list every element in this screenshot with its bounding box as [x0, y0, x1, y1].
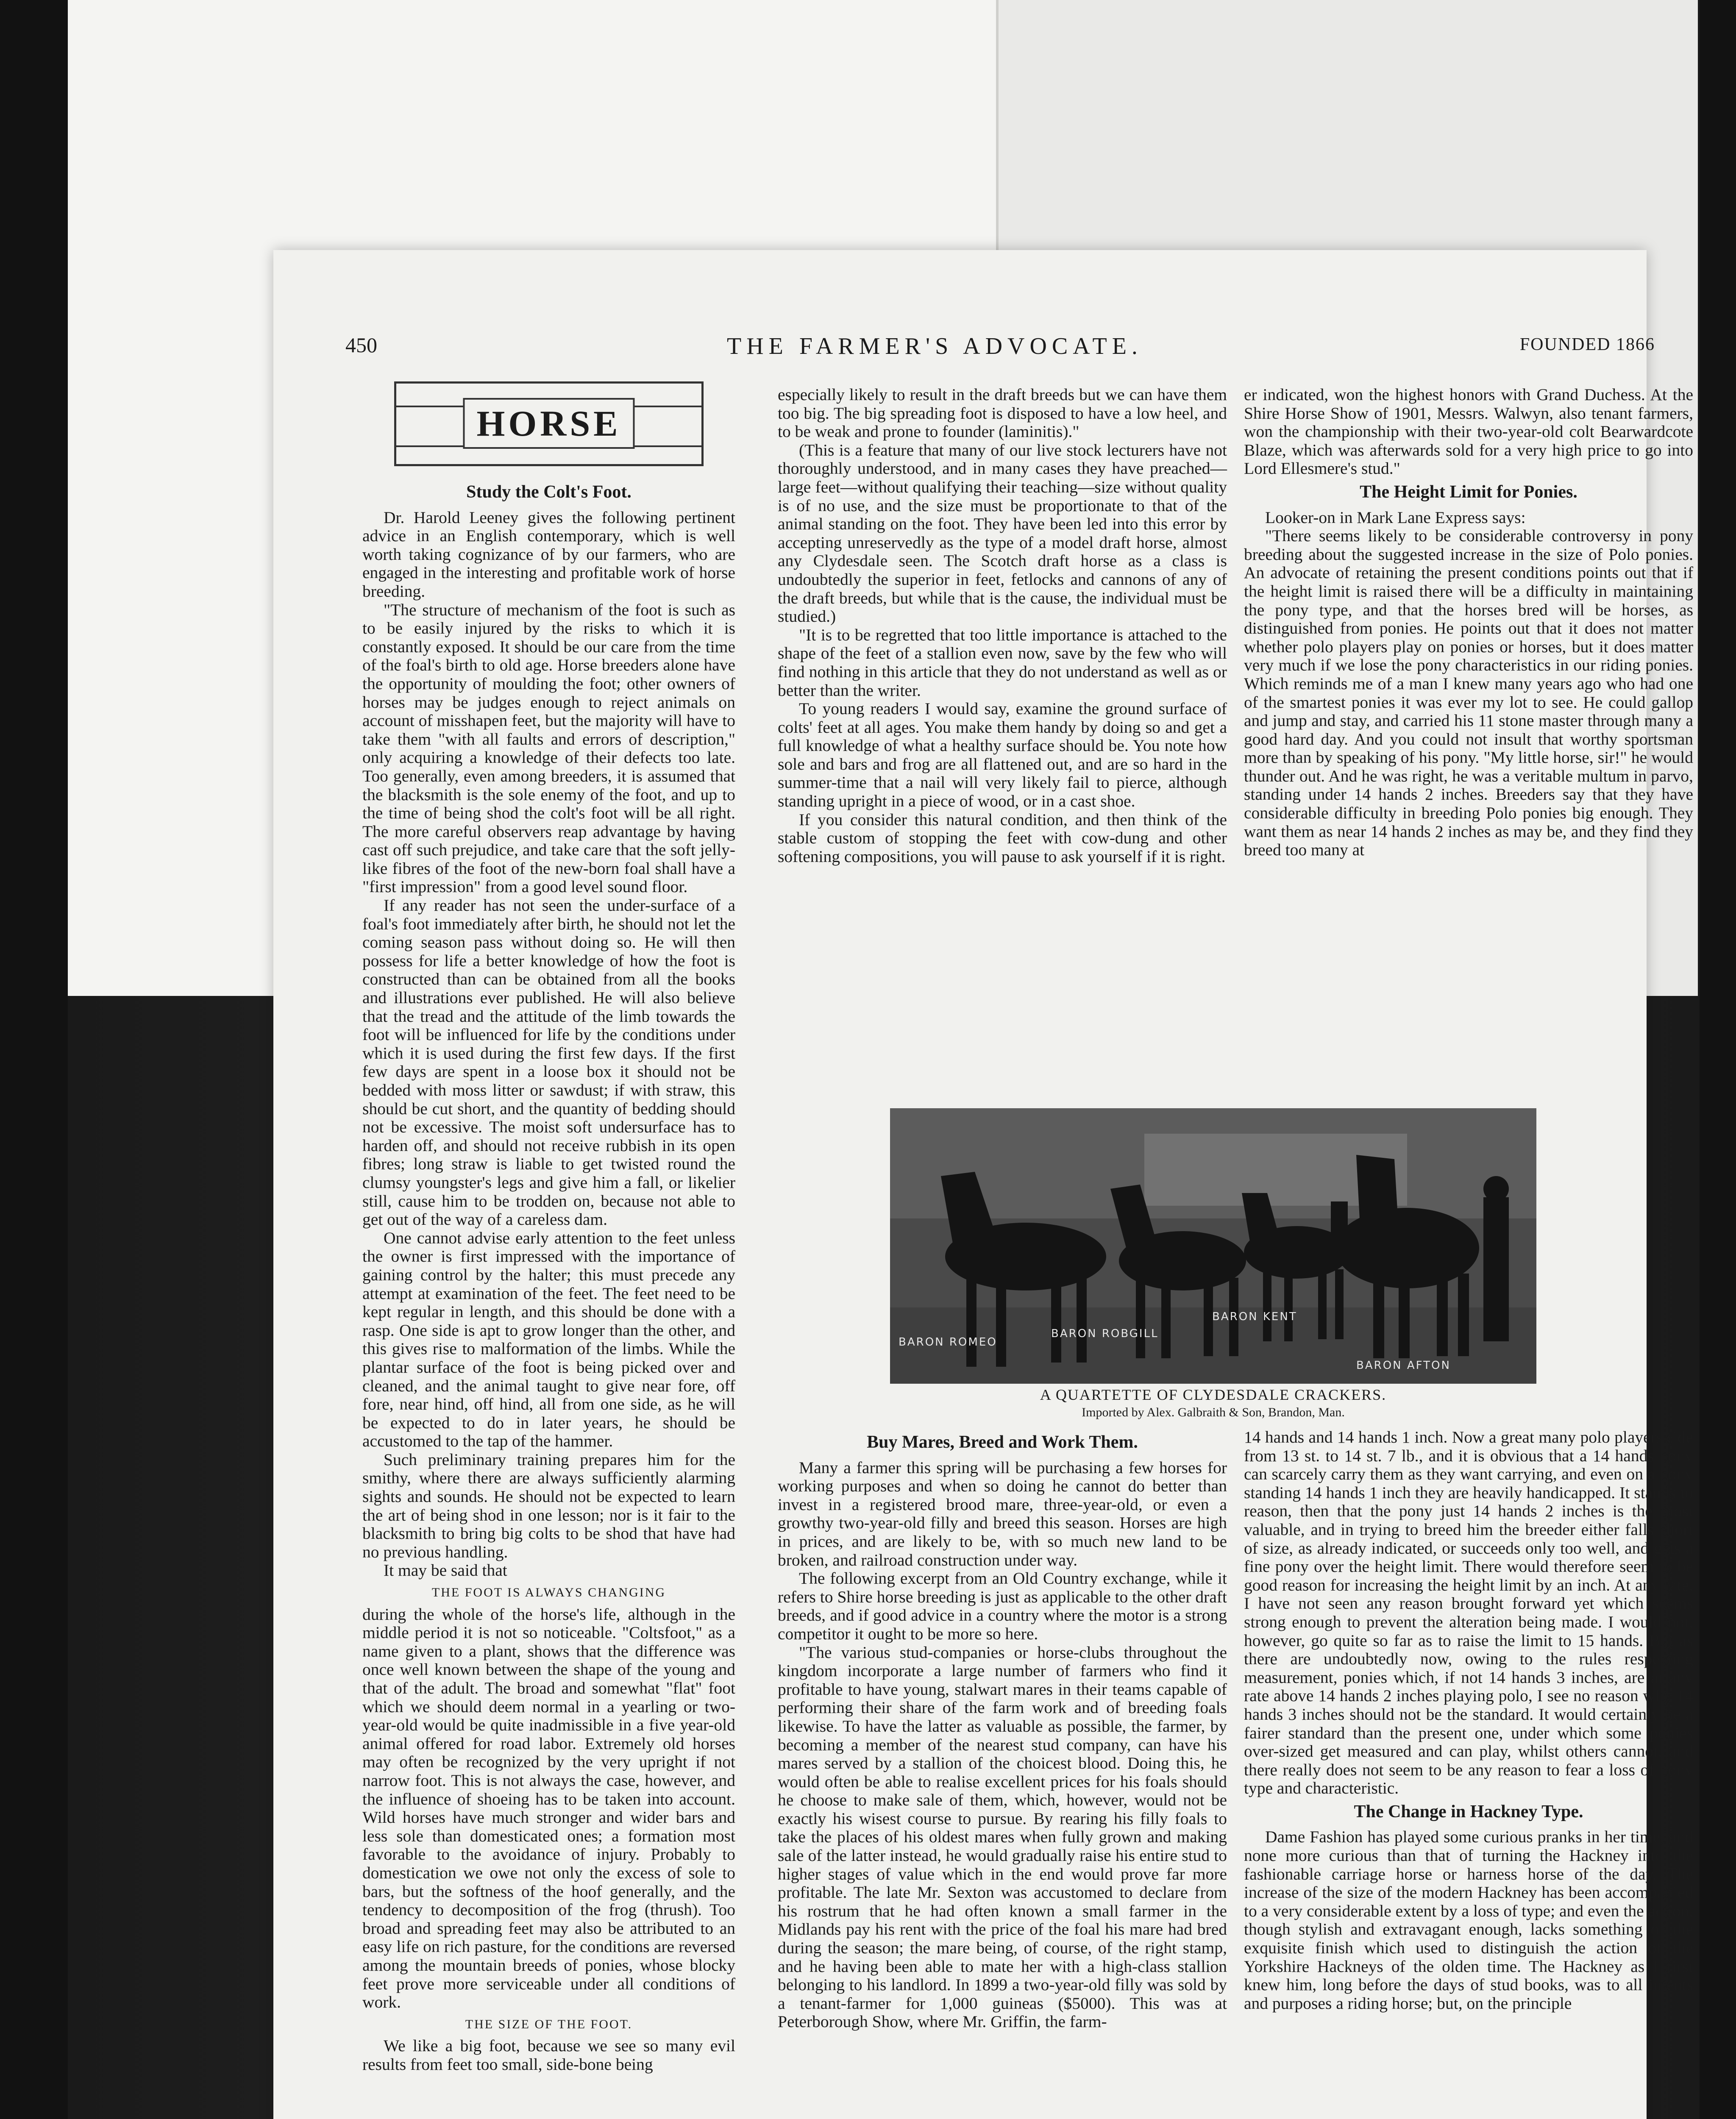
newspaper-page	[273, 250, 1693, 2119]
paragraph: (This is a feature that many of our live stock lecturers have not thoroughly understood, and in many cases they have preached—large feet—without qualifying their teaching—size without quality is of no use, and the size must be proportionate to that of the animal standing on the foot. They have been led into this error by accepting unreservedly as the type of a model draft horse, almost any Clydesdale seen. The Scotch draft horse as a class is undoubtedly the superior in feet, fetlocks and cannons of any of the draft breeds, but while that is the cause, the individual must be studied.)	[778, 440, 1227, 626]
subheading: THE FOOT IS ALWAYS CHANGING	[431, 1585, 666, 1600]
paragraph: er indicated, won the highest honors with Grand Duchess. At the Shire Horse Show of 1901, Messrs. Walwyn, also tenant farmers, won the championship with their two-year-old colt Bearwardcote Blaze, which was afterwards sold for a very high price to go into Lord Ellesmere's stud."	[1244, 385, 1693, 478]
article-heading: The Height Limit for Ponies.	[1360, 482, 1577, 502]
article-heading: Buy Mares, Breed and Work Them.	[867, 1432, 1138, 1452]
photo-caption: A QUARTETTE OF CLYDESDALE CRACKERS.	[1040, 1386, 1387, 1403]
horse-photo-image	[890, 1108, 1536, 1384]
paragraph: "The structure of mechanism of the foot is such as to be easily injured by the risks to which it is constantly exposed. It should be our care from the time of the foal's birth to old age. Horse breeders alone have the opportunity of moulding the foot; other owners of horses may be judges enough to reject animals on account of misshapen feet, but the majority will have to take them "with all faults and errors of description," only acquiring a knowledge of their defects too late. Too generally, even among breeders, it is assumed that the blacksmith is the sole enemy of the foot, and up to the time of being shod the colt's foot will be all right. The more careful observers reap advantage by having cast off such prejudice, and take care that the soft jelly-like fibres of the foot of the new-born foal shall have a "first impression" from a good level sound floor.	[362, 600, 735, 896]
founded-note: FOUNDED 1866	[1519, 335, 1655, 354]
paragraph: We like a big foot, because we see so many evil results from feet too small, side-bone being	[362, 2036, 735, 2074]
photo-credit: Imported by Alex. Galbraith & Son, Brandon, Man.	[1082, 1405, 1345, 1419]
article-heading: The Change in Hackney Type.	[1354, 1802, 1583, 1821]
paragraph: "The various stud-companies or horse-clubs throughout the kingdom incorporate a large number of farmers who find it profitable to have young, stalwart mares in their teams capable of performing their share of the farm work and of breeding foals likewise. To have the latter as valuable as possible, the farmer, by becoming a member of the nearest stud company, can have his mares served by a stallion of the choicest blood. Doing this, he would often be able to realise excellent prices for his foals should he choose to make sale of them, which, however, would not be exactly his wisest course to pursue. By rearing his filly foals to take the places of his oldest mares when fully grown and making sale of the latter instead, he would gradually raise his entire stud to higher stages of value which in the end would prove far more profitable. The late Mr. Sexton was accustomed to declare from his rostrum that he had often known a small farmer in the Midlands pay his rent with the price of the foal his mare had bred during the season; the mare being, of course, of the right stamp, and he having been able to mate her with a high-class stallion belonging to his landlord. In 1899 a two-year-old filly was sold by a tenant-farmer for 1,000 guineas ($5000). This was at Peterborough Show, where Mr. Griffin, the farm-	[778, 1643, 1227, 2031]
column-1	[362, 381, 735, 2074]
column-2	[778, 386, 1227, 866]
photo-label-robgill: BARON ROBGILL	[1051, 1327, 1159, 1340]
masthead-title: THE FARMER'S ADVOCATE.	[727, 333, 1143, 359]
paragraph: Dr. Harold Leeney gives the following pertinent advice in an English contemporary, which is well worth taking cognizance of by our farmers, who are engaged in the interesting and profitable work of horse breeding.	[362, 508, 735, 601]
paragraph: 14 hands and 14 hands 1 inch. Now a great many polo players ride from 13 st. to 14 st. 7 lb., and it is obvious that a 14 hands pony can scarcely carry them as they want carrying, and even on a pony standing 14 hands 1 inch they are heavily handicapped. It stands to reason, then that the pony just 14 hands 2 inches is the most valuable, and in trying to breed him the breeder either falls short of size, as already indicated, or succeeds only too well, and gets a fine pony over the height limit. There would therefore seem to be good reason for increasing the height limit by an inch. At any rate, I have not seen any reason brought forward yet which seems strong enough to prevent the alteration being made. I would not, however, go quite so far as to raise the limit to 15 hands. But as there are undoubtedly now, owing to the rules respecting measurement, ponies which, if not 14 hands 3 inches, are at any rate above 14 hands 2 inches playing polo, I see no reason why 14 hands 3 inches should not be the standard. It would certainly be a fairer standard than the present one, under which some ponies over-sized get measured and can play, whilst others cannot, and there really does not seem to be any reason to fear a loss of pony type and characteristic.	[1244, 1428, 1693, 1798]
section-banner	[394, 381, 704, 466]
paragraph: Looker-on in Mark Lane Express says:	[1265, 508, 1526, 527]
paragraph: "There seems likely to be considerable controversy in pony breeding about the suggested increase in the size of Polo ponies. An advocate of retaining the present conditions points out that if the height limit is raised there will be a difficulty in maintaining the pony type, and that the horses bred will be horses, as distinguished from ponies. He points out that it does not matter whether polo players play on ponies or horses, but it does matter very much if we lose the pony characteristics in our riding ponies. Which reminds me of a man I knew many years ago who had one of the smartest ponies it was ever my lot to see. He could gallop and jump and stay, and carried his 11 stone master through many a good hard day. And you could not insult that worthy sportsman more than by speaking of his pony. "My little horse, sir!" he would thunder out. And he was right, he was a veritable multum in parvo, standing under 14 hands 2 inches. Breeders say that they have considerable difficulty in breeding Polo ponies big enough. They want them as near 14 hands 2 inches as may be, and they find they breed too many at	[1244, 526, 1693, 859]
paragraph: If any reader has not seen the under-surface of a foal's foot immediately after birth, he should not let the coming season pass without doing so. He will then possess for life a better knowledge of how the foot is constructed than can be obtained from all the books and illustrations ever published. He will also believe that the tread and the attitude of the limb towards the foot will be influenced for life by the conditions under which it is used during the first few days. If the first few days are spent in a loose box it should not be bedded with moss litter or sawdust; if with straw, this should be cut short, and the quantity of bedding should not be excessive. The moist soft undersurface has to harden off, and should not receive rubbish in its open fibres; long straw is liable to get twisted round the clumsy youngster's legs and give him a fall, or likelier still, cause him to be trodden on, because not able to get out of the way of a careless dam.	[362, 896, 735, 1229]
paragraph: If you consider this natural condition, and then think of the stable custom of stopping the feet with cow-dung and other softening compositions, you will pause to ask yourself if it is right.	[778, 810, 1227, 866]
paragraph: One cannot advise early attention to the feet unless the owner is first impressed with the importance of gaining control by the halter; this must precede any attempt at examination of the feet. The feet need to be kept regular in length, and this should be done with a rasp. One side is apt to grow longer than the other, and this gives rise to malformation of the limbs. While the plantar surface of the foot is being picked over and cleaned, and the animal taught to give near fore, off fore, near hind, off hind, all from one side, as he will be expected to do in later years, he should be accustomed to the tap of the hammer.	[362, 1228, 735, 1451]
paragraph: especially likely to result in the draft breeds but we can have them too big. The big spreading foot is disposed to have a low heel, and to be weak and prone to founder (laminitis)."	[778, 385, 1227, 441]
photo-label-kent: BARON KENT	[1212, 1310, 1297, 1323]
paragraph: It may be said that	[384, 1561, 507, 1580]
paragraph: during the whole of the horse's life, although in the middle period it is not so noticeable. "Coltsfoot," as a name given to a plant, shows that the difference was once well known between the shape of the young and that of the adult. The broad and somewhat "flat" foot which we should deem normal in a yearling or two-year-old would be quite inadmissible in a five year-old animal offered for road labor. Extremely old horses may often be recognized by the very upright if not narrow foot. This is not always the case, however, and the influence of shoeing has to be taken into account. Wild horses have much stronger and wider bars and less sole than domesticated ones; a formation most favorable to the avoidance of injury. Probably to domestication we owe not only the excess of sole to bars, but the softness of the hoof generally, and the tendency to decomposition of the frog (thrush). Too broad and spreading feet may also be attributed to an easy life on rich pasture, for the conditions are reversed among the mountain breeds of ponies, whose blocky feet prove more serviceable under all conditions of work.	[362, 1605, 735, 2012]
page-number: 450	[345, 333, 377, 357]
column-3	[1244, 386, 1693, 859]
paragraph: To young readers I would say, examine the ground surface of colts' feet at all ages. You make them handy by doing so and get a full knowledge of what a healthy surface should be. You note how sole and bars and frog are all flattened out, and are so hard in the summer-time that a nail will very likely fail to pierce, although standing upright in a piece of wood, or in a cast shoe.	[778, 699, 1227, 811]
paragraph: Dame Fashion has played some curious pranks in her time, and none more curious than that of turning the Hackney into the fashionable carriage horse or harness horse of the day. The increase of the size of the modern Hackney has been accompanied to a very considerable extent by a loss of type; and even the action, though stylish and extravagant enough, lacks something of the exquisite finish which used to distinguish the action of the Yorkshire Hackneys of the olden time. The Hackney as I first knew him, long before the days of stud books, was to all intents and purposes a riding horse; but, on the principle	[1244, 1827, 1693, 2013]
photo-label-romeo: BARON ROMEO	[899, 1336, 997, 1349]
page-header	[345, 333, 1659, 362]
column-2-lower	[778, 1428, 1227, 2031]
section-label: HORSE	[463, 398, 634, 449]
horse-photo	[890, 1108, 1536, 1384]
paragraph: "It is to be regretted that too little importance is attached to the shape of the feet of a stallion even now, save by the few who will find nothing in this article that they do not understand as well as or better than the writer.	[778, 625, 1227, 700]
paragraph: Many a farmer this spring will be purchasing a few horses for working purposes and when so doing he cannot do better than invest in a registered brood mare, three-year-old, or even a growthy two-year-old filly and breed this season. Horses are high in prices, and are likely to be, with so much new land to be broken, and railroad construction under way.	[778, 1458, 1227, 1569]
column-3-lower	[1244, 1428, 1693, 2013]
paragraph: The following excerpt from an Old Country exchange, while it refers to Shire horse breeding is just as applicable to the other draft breeds, and if good advice in a country where the motor is a strong competitor it ought to be more so here.	[778, 1569, 1227, 1643]
article-heading: Study the Colt's Foot.	[466, 482, 632, 502]
paragraph: Such preliminary training prepares him for the smithy, where there are always sufficiently alarming sights and sounds. He should not be expected to learn the art of being shod in one lesson; nor is it fair to the blacksmith to bring big colts to be shod that have had no previous handling.	[362, 1450, 735, 1561]
subheading: THE SIZE OF THE FOOT.	[465, 2017, 633, 2031]
photo-label-afton: BARON AFTON	[1356, 1359, 1451, 1372]
